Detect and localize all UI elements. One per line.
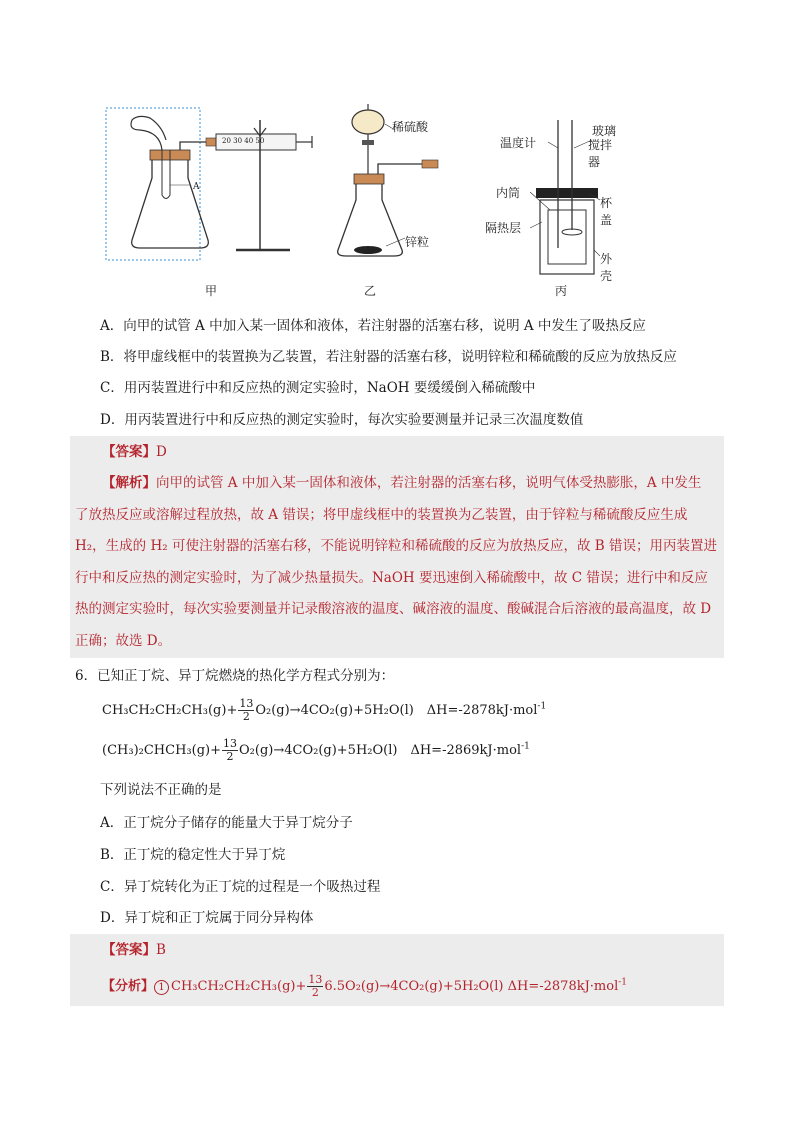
analysis-label: 【分析】	[102, 979, 155, 994]
separatory-funnel	[352, 110, 384, 134]
fraction: $\frac{13}{2}$	[223, 737, 237, 763]
q6-equation-1: CH₃CH₂CH₂CH₃(g)+ $\frac{13}{2}$ O₂(g)→4CO₂(g)+5H₂O(l) ΔH=-2878kJ·mol$^{-1}$	[102, 697, 547, 723]
analysis-line: 行中和反应热的测定实验时，为了减少热量损失。NaOH 要迅速倒入稀硫酸中，故 C 错误；进行中和反应	[75, 569, 708, 586]
q5-option-b: B．将甲虚线框中的装置换为乙装置，若注射器的活塞右移，说明锌粒和稀硫酸的反应为放热反应	[100, 349, 677, 365]
analysis-line: 【解析】向甲的试管 A 中加入某一固体和液体，若注射器的活塞右移，说明气体受热膨胀，A 中发生	[102, 475, 702, 491]
q6-option-d: D．异丁烷和正丁烷属于同分异构体	[100, 910, 314, 926]
q6-equation-2: (CH₃)₂CHCH₃(g)+ $\frac{13}{2}$ O₂(g)→4CO₂(g)+5H₂O(l) ΔH=-2869kJ·mol$^{-1}$	[102, 737, 530, 763]
fraction: $\frac{13}{2}$	[239, 697, 254, 723]
circled-number: 1	[154, 980, 169, 995]
analysis-line: H₂，生成的 H₂ 可使注射器的活塞右移，不能说明锌粒和稀硫酸的反应为放热反应，故 B 错误；用丙装置进	[75, 538, 717, 554]
q6-option-b: B．正丁烷的稳定性大于异丁烷	[100, 847, 286, 863]
label-lid: 杯盖	[600, 196, 613, 227]
zinc-granules	[354, 246, 382, 254]
label-shell: 外壳	[600, 252, 613, 283]
label-insulation: 隔热层	[485, 221, 522, 235]
label-stirrer: 搅拌器	[588, 138, 613, 169]
label-zinc: 锌粒	[405, 235, 430, 249]
label-inner-cup: 内筒	[496, 186, 521, 200]
label-a: A	[193, 182, 200, 192]
syringe-scale: 20 30 40 50	[222, 137, 265, 145]
answer-label: 【答案】	[102, 444, 156, 460]
answer-value: D	[156, 444, 167, 460]
q5-option-c: C．用丙装置进行中和反应热的测定实验时，NaOH 要缓缓倒入稀硫酸中	[100, 380, 536, 396]
q6-analysis: 【分析】 1 CH₃CH₂CH₂CH₃(g)+ $\frac{13}{2}$ 6.5O₂(g)→4CO₂(g)+5H₂O(l) ΔH=-2878kJ·mol$^{-1}$	[102, 973, 628, 999]
analysis-label: 【解析】	[102, 475, 156, 491]
funnel-tube	[131, 116, 166, 150]
q6-answer	[102, 940, 166, 960]
q5-answer	[102, 442, 167, 462]
lid	[536, 188, 598, 198]
label-glass: 玻璃	[592, 124, 617, 138]
q6-option-a: A．正丁烷分子储存的能量大于异丁烷分子	[100, 815, 353, 831]
q5-option-a: A．向甲的试管 A 中加入某一固体和液体，若注射器的活塞右移，说明 A 中发生了吸热反应	[100, 318, 646, 334]
analysis-line: 正确；故选 D。	[75, 632, 172, 649]
apparatus-figure	[100, 100, 620, 300]
apparatus-diagram	[100, 100, 620, 300]
analysis-line: 热的测定实验时，每次实验要测量并记录酸溶液的温度、碱溶液的温度、酸碱混合后溶液的最高温度，故 D	[75, 601, 712, 617]
caption-bing: 丙	[555, 284, 568, 298]
q5-analysis	[75, 468, 719, 657]
q6-option-c: C．异丁烷转化为正丁烷的过程是一个吸热过程	[100, 879, 381, 895]
q6-stem: 6．已知正丁烷、异丁烷燃烧的热化学方程式分别为：	[75, 668, 395, 684]
answer-label: 【答案】	[102, 942, 156, 958]
analysis-line: 了放热反应或溶解过程放热，故 A 错误；将甲虚线框中的装置换为乙装置，由于锌粒与稀硫酸反应生成	[75, 506, 688, 523]
flask-yi	[338, 180, 403, 256]
dashed-box	[106, 108, 200, 260]
inner-cup	[548, 210, 586, 264]
caption-yi: 乙	[364, 284, 377, 298]
q5-option-d: D．用丙装置进行中和反应热的测定实验时，每次实验要测量并记录三次温度数值	[100, 412, 584, 428]
q6-prompt: 下列说法不正确的是	[100, 782, 222, 798]
caption-jia: 甲	[205, 284, 218, 298]
fraction: $\frac{13}{2}$	[308, 973, 323, 999]
label-thermometer: 温度计	[500, 136, 537, 150]
label-dilute-h2so4: 稀硫酸	[392, 120, 429, 134]
answer-value: B	[156, 942, 166, 958]
